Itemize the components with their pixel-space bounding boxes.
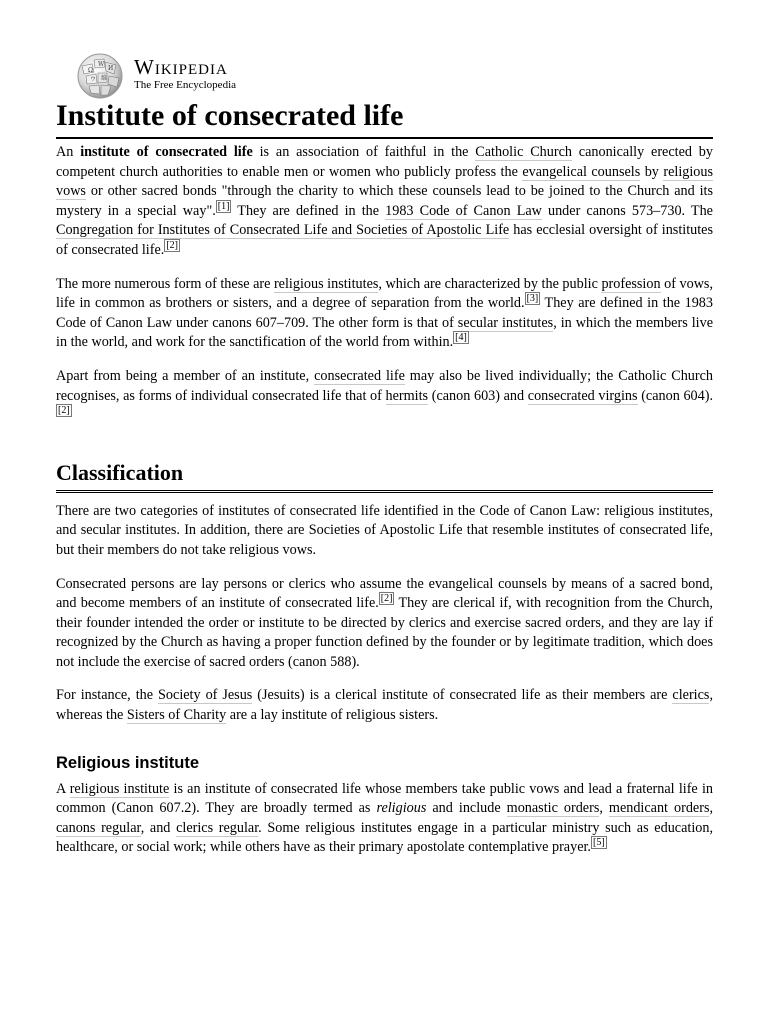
- classification-paragraph-2: [56, 575, 713, 673]
- text: may also be lived individually; the Catholic Church recognises, as forms of individual consecrated life that of: [56, 367, 714, 404]
- intro-paragraph-2: [56, 275, 713, 353]
- citation: [525, 292, 541, 305]
- site-tagline: The Free Encyclopedia: [134, 79, 237, 91]
- link-sisters-of-charity[interactable]: Sisters of Charity: [126, 707, 227, 724]
- text: , in which the members live in the world, and work for the sanctification of the world from within.: [56, 314, 713, 351]
- link-secular-institutes[interactable]: secular institutes: [457, 314, 554, 331]
- text: . Some religious institutes engage in a particular ministry such as education, healthcare, or social work; while others have as their primary apostolate contemplative prayer.: [56, 819, 713, 856]
- link-congregation[interactable]: Congregation for Institutes of Consecrated Life and Societies of Apostolic Life: [56, 222, 510, 239]
- text: or other sacred bonds "through the charity to which these counsels lead to be joined to the Church and its mystery in a special way".: [56, 183, 713, 219]
- svg-text:Ω: Ω: [88, 67, 93, 74]
- article-body: [56, 141, 713, 858]
- svg-text:ウ: ウ: [90, 76, 97, 83]
- text: Consecrated persons are lay persons or clerics who assume the evangelical counsels by means of a sacred bond, and become members of an institute of consecrated life.: [56, 575, 713, 612]
- link-hermits[interactable]: hermits: [385, 387, 429, 404]
- link-religious-institute[interactable]: religious institute: [69, 780, 170, 797]
- text: They are defined in the: [231, 202, 386, 219]
- text: , which are characterized by the public: [378, 275, 602, 292]
- text: They are defined in the 1983 Code of Canon Law under canons 607–709. The other form is that of: [56, 295, 713, 331]
- section-heading-religious-institute: Religious institute: [56, 753, 200, 772]
- text: The more numerous form of these are: [56, 275, 274, 292]
- text: , and: [140, 819, 177, 836]
- citation: [379, 592, 395, 605]
- text: is an association of faithful in the: [252, 144, 476, 160]
- citation-link-4[interactable]: [4]: [455, 332, 467, 344]
- citation: [164, 239, 180, 252]
- link-religious-vows[interactable]: religious vows: [56, 163, 714, 200]
- text: , whereas the: [56, 687, 713, 724]
- wikipedia-globe-icon: [74, 52, 126, 100]
- text: are a lay institute of religious sisters.: [226, 707, 439, 724]
- wikipedia-wordmark: [134, 56, 236, 92]
- text: ,: [599, 800, 609, 817]
- classification-paragraph-1: There are two categories of institutes of consecrated life identified in the Code of Canon Law: religious institutes, and secular institutes. In addition, there are Societies of Apostolic Life that resemble institutes of consecrated life, but their members do not take religious vows.: [56, 502, 713, 558]
- citation-link-3[interactable]: [3]: [526, 293, 539, 305]
- text: of vows, life in common as brothers or sisters, and a degree of separation from the world.: [56, 275, 714, 312]
- text: (canon 604).: [637, 387, 714, 404]
- link-mendicant-orders[interactable]: mendicant orders: [608, 800, 710, 817]
- citation-link-2[interactable]: [2]: [166, 239, 178, 251]
- svg-text:И: И: [108, 65, 114, 72]
- text: Apart from being a member of an institute,: [56, 367, 315, 384]
- page-title: Institute of consecrated life: [56, 96, 713, 139]
- link-monastic-orders[interactable]: monastic orders: [506, 800, 600, 817]
- link-consecrated-virgins[interactable]: consecrated virgins: [527, 387, 638, 404]
- link-profession[interactable]: profession: [601, 275, 661, 292]
- link-canons-regular[interactable]: canons regular: [56, 819, 141, 836]
- citation-link-2[interactable]: [2]: [58, 405, 70, 417]
- citation-link-5[interactable]: [5]: [592, 837, 605, 849]
- link-clerics-regular[interactable]: clerics regular: [176, 819, 259, 836]
- text: ,: [709, 800, 714, 817]
- link-catholic-church[interactable]: Catholic Church: [475, 144, 572, 160]
- text: (canon 603) and: [428, 387, 528, 404]
- text: A: [56, 780, 70, 797]
- citation: [591, 836, 607, 849]
- text: canonically erected by competent church authorities to enable men or women who publicly profess the: [56, 144, 713, 180]
- intro-paragraph-3: [56, 367, 713, 426]
- text: has ecclesial oversight of institutes of consecrated life.: [56, 222, 713, 258]
- citation-link-1[interactable]: [1]: [217, 200, 230, 212]
- link-society-of-jesus[interactable]: Society of Jesus: [158, 687, 253, 704]
- link-consecrated-life[interactable]: consecrated life: [314, 367, 405, 384]
- link-religious-institutes[interactable]: religious institutes: [273, 275, 379, 292]
- bold-term: institute of consecrated life: [80, 144, 253, 160]
- citation: [453, 331, 469, 344]
- text: An: [56, 144, 81, 160]
- citation: [56, 404, 72, 417]
- text: (Jesuits) is a clerical institute of consecrated life as their members are: [252, 687, 673, 704]
- svg-text:W: W: [98, 61, 105, 68]
- text: is an institute of consecrated life whose members take public vows and lead a fraternal life in common (Canon 607.2). They are broadly termed as: [56, 780, 713, 817]
- religious-institute-paragraph-1: [56, 780, 713, 858]
- link-1983-code-of-canon-law[interactable]: 1983 Code of Canon Law: [385, 202, 542, 219]
- site-name: Wikipedia: [134, 55, 228, 79]
- svg-text:維: 維: [101, 75, 108, 82]
- link-evangelical-counsels[interactable]: evangelical counsels: [522, 163, 641, 180]
- text: They are clerical if, with recognition from the Church, their founder intended the order or institute to be directed by clerics and exercise sacred orders, and they are lay if recognized by the Church as having a proper function defined by the founder or by legitimate tradition, which does not include the exercise of sacred orders (canon 588).: [56, 595, 713, 670]
- text: For instance, the: [56, 687, 159, 704]
- link-clerics[interactable]: clerics: [672, 687, 710, 704]
- citation: [216, 200, 232, 213]
- emphasis: religious: [376, 800, 427, 817]
- classification-paragraph-3: [56, 686, 713, 725]
- text: by: [640, 163, 664, 180]
- text: under canons 573–730. The: [541, 202, 713, 219]
- text: and include: [426, 800, 507, 817]
- section-heading-classification: Classification: [56, 459, 713, 493]
- citation-link-2[interactable]: [2]: [380, 593, 393, 605]
- intro-paragraph-1: [56, 143, 713, 261]
